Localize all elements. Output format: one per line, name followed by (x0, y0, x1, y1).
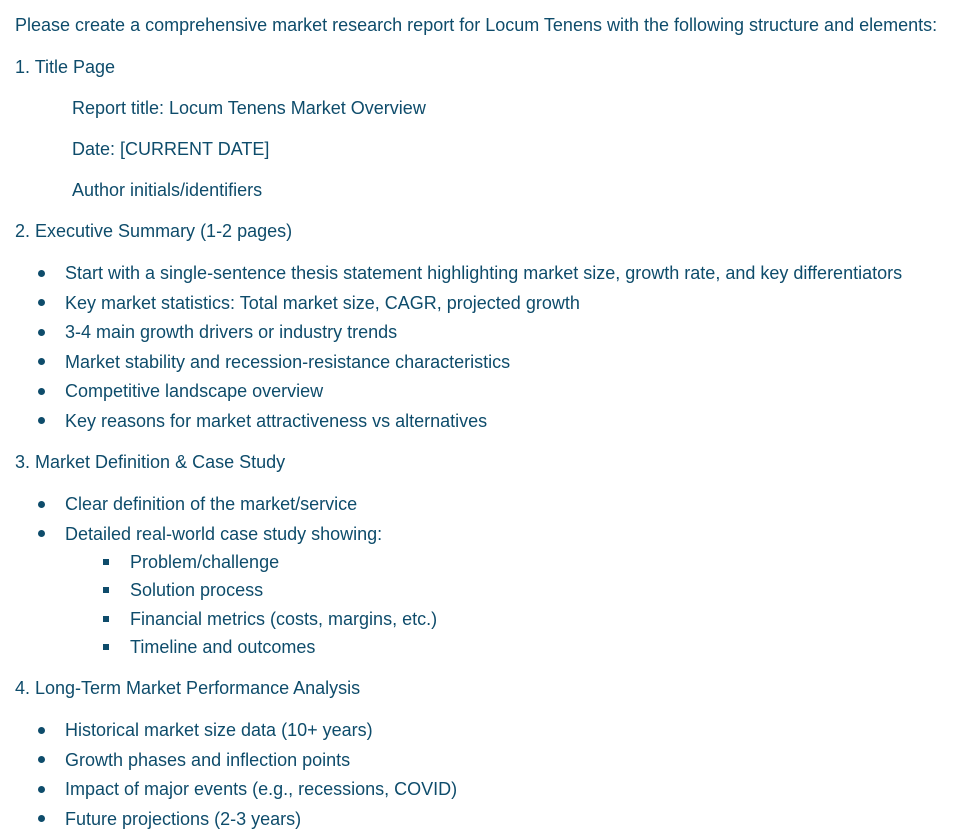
list-item: Historical market size data (10+ years) (65, 720, 373, 740)
bullet-icon (38, 358, 45, 365)
bullet-icon (38, 329, 45, 336)
bullet-icon (38, 815, 45, 822)
list-item: 3-4 main growth drivers or industry trends (65, 322, 398, 342)
sub-list-item: Solution process (130, 580, 264, 600)
title-page-item: Author initials/identifiers (72, 180, 263, 200)
square-bullet-icon (103, 644, 109, 650)
sub-list-item: Problem/challenge (130, 552, 280, 572)
list-item: Key reasons for market attractiveness vs alternatives (65, 411, 488, 431)
list-item: Detailed real-world case study showing: (65, 524, 383, 544)
square-bullet-icon (103, 587, 109, 593)
list-item: Future projections (2-3 years) (65, 809, 302, 829)
list-item: Start with a single-sentence thesis statement highlighting market size, growth rate, and key differentiators (65, 263, 903, 283)
bullet-icon (38, 299, 45, 306)
square-bullet-icon (103, 616, 109, 622)
bullet-icon (38, 727, 45, 734)
bullet-icon (38, 530, 45, 537)
bullet-icon (38, 417, 45, 424)
bullet-icon (38, 786, 45, 793)
sub-list-item: Financial metrics (costs, margins, etc.) (130, 609, 438, 629)
section-heading-executive-summary: 2. Executive Summary (1-2 pages) (15, 221, 293, 241)
list-item: Impact of major events (e.g., recessions, COVID) (65, 779, 458, 799)
list-item: Clear definition of the market/service (65, 494, 358, 514)
title-page-item: Date: [CURRENT DATE] (72, 139, 270, 159)
section-heading-market-definition: 3. Market Definition & Case Study (15, 452, 286, 472)
square-bullet-icon (103, 559, 109, 565)
list-item: Key market statistics: Total market size, CAGR, projected growth (65, 293, 580, 313)
bullet-icon (38, 388, 45, 395)
bullet-icon (38, 756, 45, 763)
list-item: Market stability and recession-resistance characteristics (65, 352, 511, 372)
list-item: Competitive landscape overview (65, 381, 324, 401)
bullet-icon (38, 501, 45, 508)
section-heading-title-page: 1. Title Page (15, 57, 116, 77)
bullet-icon (38, 270, 45, 277)
section-heading-long-term-analysis: 4. Long-Term Market Performance Analysis (15, 678, 361, 698)
intro-text: Please create a comprehensive market research report for Locum Tenens with the following structure and elements: (15, 15, 938, 35)
title-page-item: Report title: Locum Tenens Market Overview (72, 98, 426, 118)
sub-list-item: Timeline and outcomes (130, 637, 316, 657)
list-item: Growth phases and inflection points (65, 750, 351, 770)
